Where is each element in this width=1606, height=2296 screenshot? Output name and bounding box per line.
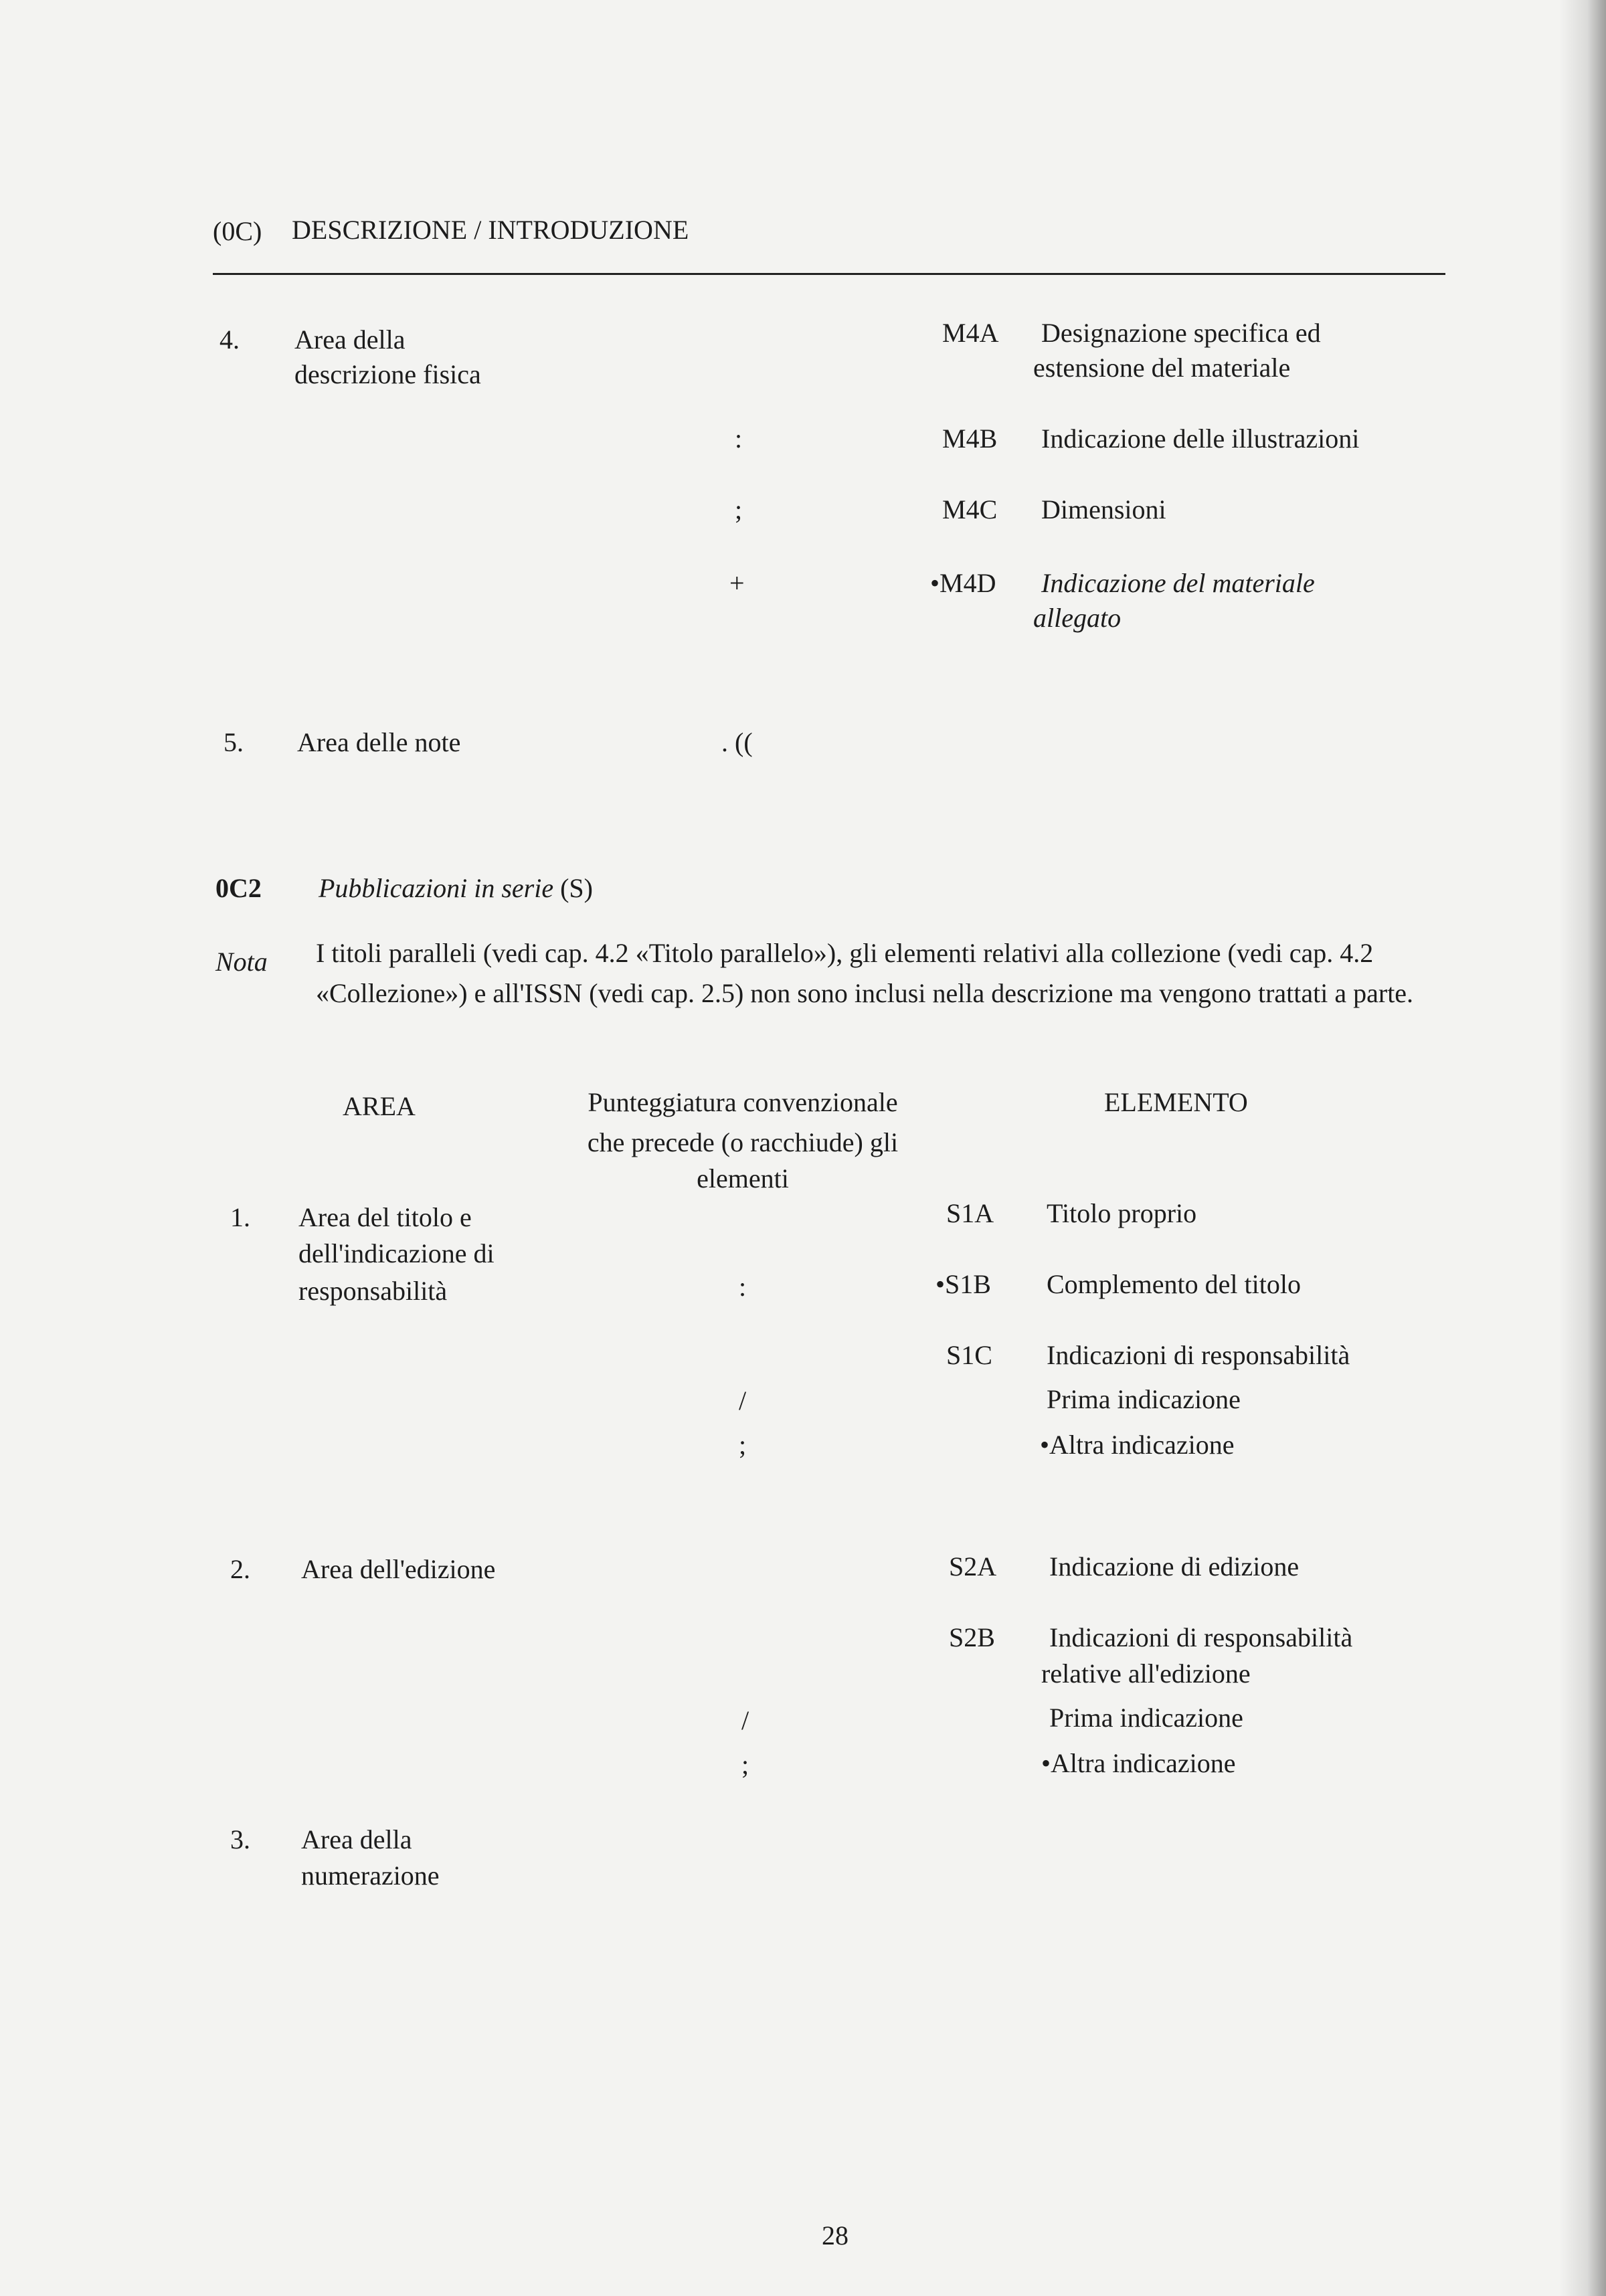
area-4-number: 4.	[219, 324, 240, 355]
m4b-code: M4B	[942, 423, 998, 454]
column-header-punct-line3: elementi	[697, 1163, 789, 1193]
s2b-other-punct: ;	[741, 1749, 749, 1780]
s1c-first: Prima indicazione	[1047, 1384, 1241, 1414]
page-number: 28	[822, 2220, 849, 2251]
page-edge-shadow	[1559, 0, 1606, 2296]
s1a-code: S1A	[946, 1198, 994, 1228]
column-header-punct-line1: Punteggiatura convenzionale	[588, 1087, 898, 1117]
s1c-code: S1C	[946, 1340, 992, 1370]
m4b-label: Indicazione delle illustrazioni	[1041, 423, 1360, 454]
s1c-first-punct: /	[739, 1385, 747, 1416]
m4c-label: Dimensioni	[1041, 494, 1166, 524]
area-1-line1: Area del titolo e	[298, 1202, 472, 1232]
s2b-code: S2B	[949, 1622, 995, 1652]
column-header-elemento: ELEMENTO	[1104, 1087, 1248, 1117]
m4d-code: •M4D	[930, 568, 996, 598]
s1b-label: Complemento del titolo	[1047, 1269, 1301, 1299]
m4d-label-line2: allegato	[1033, 603, 1122, 633]
header-title: DESCRIZIONE / INTRODUZIONE	[292, 215, 689, 245]
column-header-punct-line2: che precede (o racchiude) gli	[587, 1127, 899, 1157]
s1c-label: Indicazioni di responsabilità	[1047, 1340, 1350, 1370]
area-3-line1: Area della	[301, 1824, 412, 1854]
area-1-line3: responsabilità	[298, 1276, 448, 1306]
area-1-number: 1.	[230, 1202, 250, 1232]
m4d-label-line1: Indicazione del materiale	[1041, 568, 1315, 598]
s2a-label: Indicazione di edizione	[1049, 1551, 1300, 1582]
area-2-label: Area dell'edizione	[301, 1554, 496, 1584]
m4c-code: M4C	[942, 494, 998, 524]
nota-text: I titoli paralleli (vedi cap. 4.2 «Titolo parallelo»), gli elementi relativi alla collezione (vedi cap. 4.2 «Collezione») e all'ISSN (vedi cap. 2.5) non sono inclusi nella descrizione ma vengono trattati a parte.	[316, 938, 1414, 1008]
s2b-first: Prima indicazione	[1049, 1703, 1243, 1733]
s1b-code: •S1B	[935, 1269, 991, 1299]
section-title: Pubblicazioni in serie	[319, 873, 554, 903]
header-code: (0C)	[213, 216, 262, 246]
s1c-other-punct: ;	[739, 1430, 747, 1460]
section-title-wrap	[319, 870, 593, 907]
area-4-line1: Area della	[294, 324, 406, 355]
area-1-line2: dell'indicazione di	[298, 1238, 495, 1268]
area-4-line2: descrizione fisica	[294, 359, 481, 389]
s2b-other: •Altra indicazione	[1041, 1748, 1236, 1778]
area-5-label: Area delle note	[297, 727, 461, 757]
header-rule	[213, 273, 1445, 275]
s2b-label-line2: relative all'edizione	[1041, 1658, 1251, 1689]
area-3-number: 3.	[230, 1824, 250, 1854]
m4a-label-line1: Designazione specifica ed	[1041, 318, 1321, 348]
area-5-number: 5.	[224, 727, 244, 757]
m4a-label-line2: estensione del materiale	[1033, 353, 1291, 383]
area-2-number: 2.	[230, 1554, 250, 1584]
s1c-other: •Altra indicazione	[1040, 1430, 1235, 1460]
s2b-label-line1: Indicazioni di responsabilità	[1049, 1622, 1353, 1652]
m4d-punct: +	[729, 568, 745, 598]
section-abbrev: (S)	[560, 873, 593, 903]
s2a-code: S2A	[949, 1551, 997, 1582]
nota-label: Nota	[215, 947, 268, 977]
m4c-punct: ;	[735, 494, 743, 524]
area-5-punct: . ((	[721, 727, 753, 757]
column-header-area: AREA	[343, 1091, 416, 1121]
m4a-code: M4A	[942, 318, 999, 348]
m4b-punct: :	[735, 423, 743, 454]
section-code: 0C2	[215, 873, 262, 903]
s1b-punct: :	[739, 1272, 747, 1302]
area-3-line2: numerazione	[301, 1860, 440, 1891]
s1a-label: Titolo proprio	[1047, 1198, 1197, 1228]
s2b-first-punct: /	[741, 1705, 749, 1735]
